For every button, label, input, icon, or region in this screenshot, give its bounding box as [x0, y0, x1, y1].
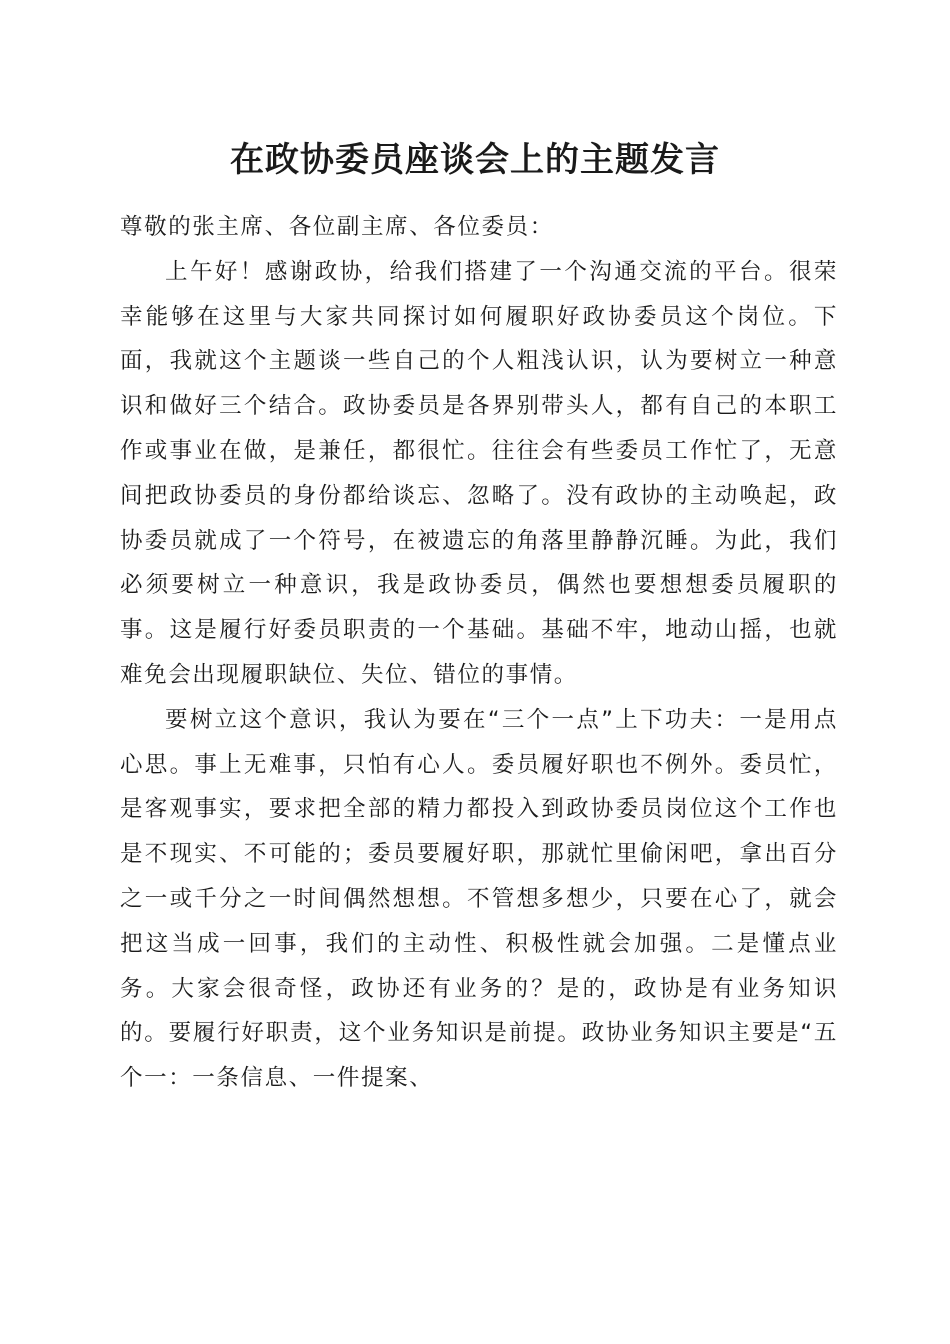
paragraph-2: 要树立这个意识，我认为要在“三个一点”上下功夫：一是用点心思。事上无难事，只怕有心人。委员履好职也不例外。委员忙，是客观事实，要求把全部的精力都投入到政协委员岗位这个工作也是不现实、不可能的；委员要履好职，那就忙里偷闲吧，拿出百分之一或千分之一时间偶然想想。不管想多想少，只要在心了，就会把这当成一回事，我们的主动性、积极性就会加强。二是懂点业务。大家会很奇怪，政协还有业务的？是的，政协是有业务知识的。要履行好职责，这个业务知识是前提。政协业务知识主要是“五个一：一条信息、一件提案、 [120, 706, 838, 1092]
document-title: 在政协委员座谈会上的主题发言 [230, 140, 720, 180]
salutation: 尊敬的张主席、各位副主席、各位委员： [120, 214, 554, 240]
paragraph-1: 上午好！感谢政协，给我们搭建了一个沟通交流的平台。很荣幸能够在这里与大家共同探讨如何履职好政协委员这个岗位。下面，我就这个主题谈一些自己的个人粗浅认识，认为要树立一种意识和做好三个结合。政协委员是各界别带头人，都有自己的本职工作或事业在做，是兼任，都很忙。往往会有些委员工作忙了，无意间把政协委员的身份都给谈忘、忽略了。没有政协的主动唤起，政协委员就成了一个符号，在被遗忘的角落里静静沉睡。为此，我们必须要树立一种意识，我是政协委员，偶然也要想想委员履职的事。这是履行好委员职责的一个基础。基础不牢，地动山摇，也就难免会出现履职缺位、失位、错位的事情。 [120, 258, 838, 688]
document-body [120, 205, 838, 1101]
